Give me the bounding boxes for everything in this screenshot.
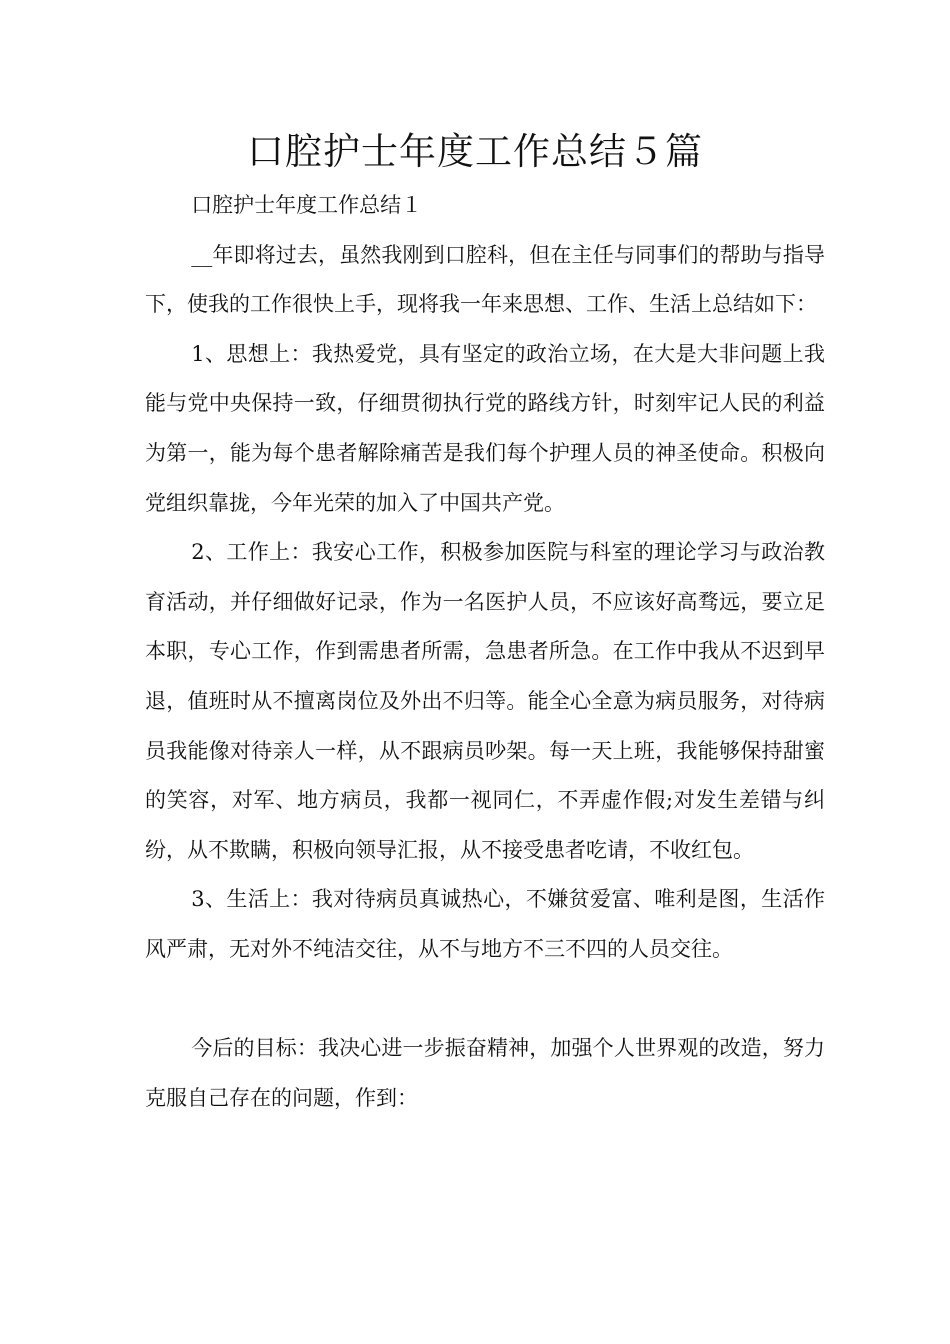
paragraph-thought: 1、思想上：我热爱党，具有坚定的政治立场，在大是大非问题上我能与党中央保持一致，仔细贯彻执行党的路线方针，时刻牢记人民的利益为第一，能为每个患者解除痛苦是我们每个护理人员的神圣使命。积极向党组织靠拢，今年光荣的加入了中国共产党。 bbox=[145, 341, 825, 515]
paragraph-goals: 今后的目标：我决心进一步振奋精神，加强个人世界观的改造，努力克服自己存在的问题，作到： bbox=[145, 1036, 825, 1110]
section-heading: 口腔护士年度工作总结１ bbox=[191, 193, 423, 217]
paragraph-intro: __年即将过去，虽然我刚到口腔科，但在主任与同事们的帮助与指导下，使我的工作很快上手，现将我一年来思想、工作、生活上总结如下： bbox=[145, 242, 825, 317]
paragraph-work: 2、工作上：我安心工作，积极参加医院与科室的理论学习与政治教育活动，并仔细做好记录，作为一名医护人员，不应该好高骛远，要立足本职，专心工作，作到需患者所需，急患者所急。在工作中我从不迟到早退，值班时从不擅离岗位及外出不归等。能全心全意为病员服务，对待病员我能像对待亲人一样，从不跟病员吵架。每一天上班，我能够保持甜蜜的笑容，对军、地方病员，我都一视同仁，不弄虚作假;对发生差错与纠纷，从不欺瞒，积极向领导汇报，从不接受患者吃请，不收红包。 bbox=[145, 540, 825, 862]
document-title: 口腔护士年度工作总结５篇 bbox=[247, 130, 703, 173]
document-body bbox=[145, 181, 825, 1123]
paragraph-life: 3、生活上：我对待病员真诚热心，不嫌贫爱富、唯利是图，生活作风严肃，无对外不纯洁交往，从不与地方不三不四的人员交往。 bbox=[145, 887, 825, 961]
